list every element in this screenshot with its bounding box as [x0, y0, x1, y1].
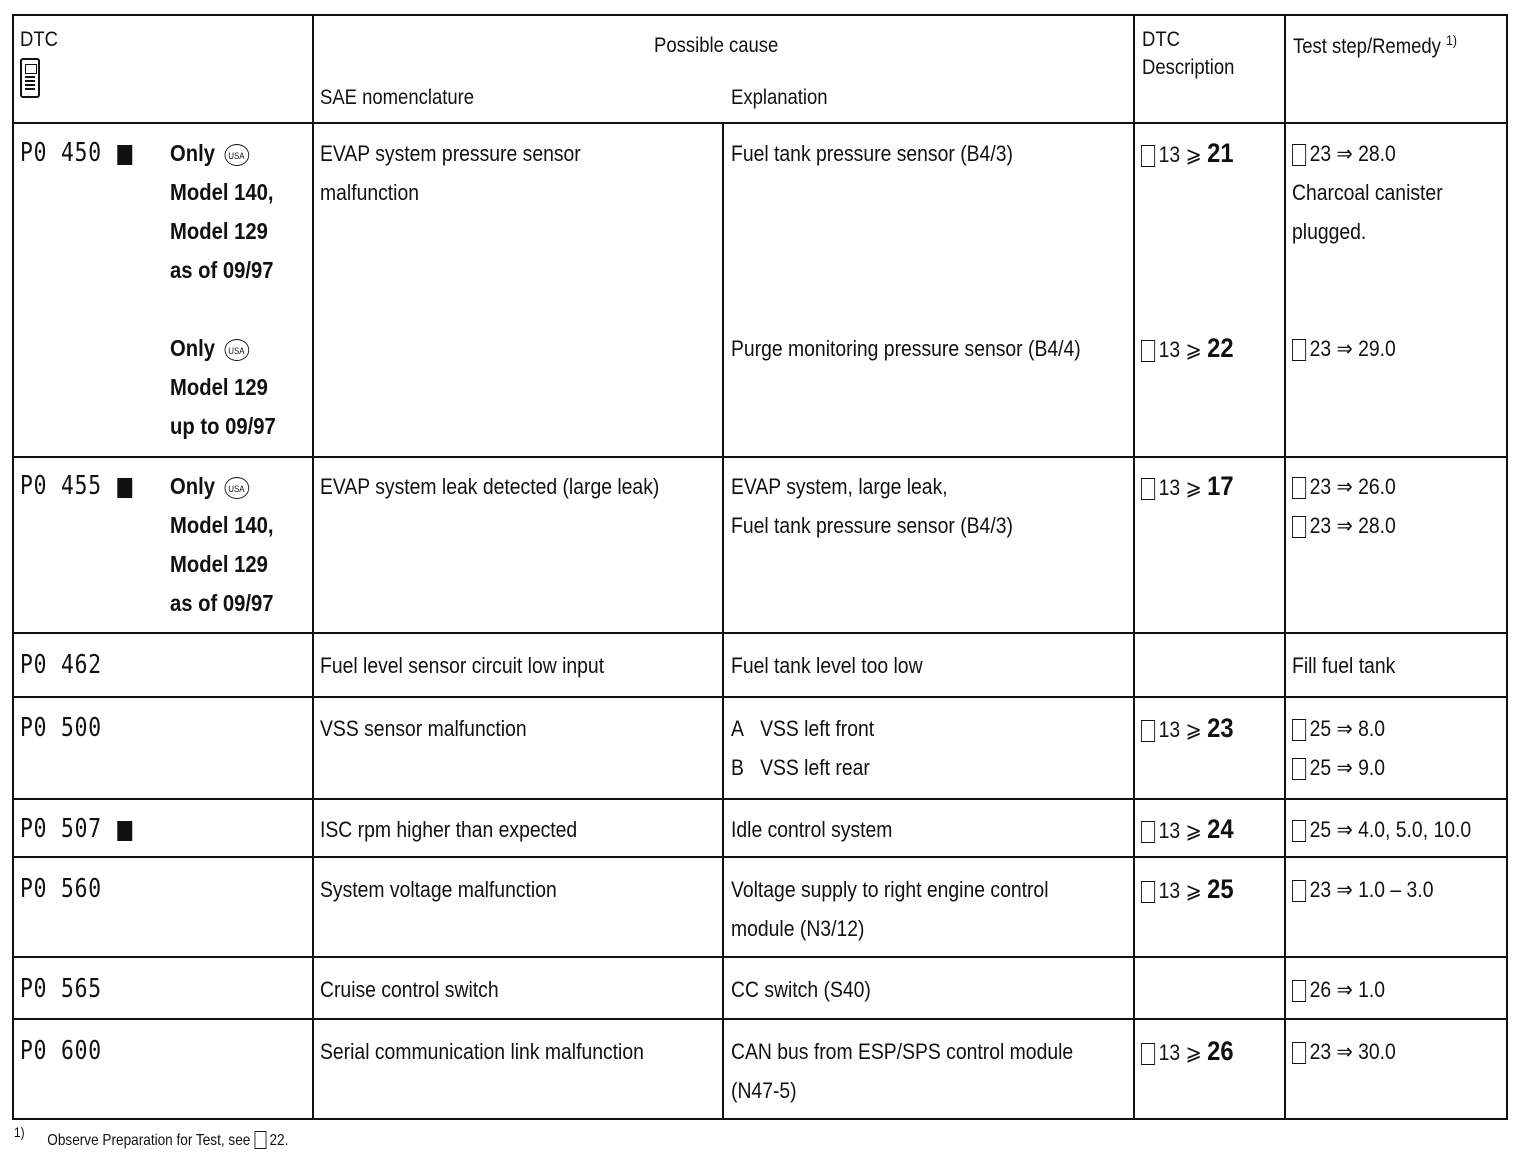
book-ref-icon — [1292, 1042, 1306, 1064]
sae-nomenclature: Cruise control switch — [320, 977, 499, 1002]
dtc-condition: Only USA Model 140, Model 129 as of 09/97 — [170, 140, 274, 283]
book-ref-icon — [1141, 821, 1155, 843]
explanation: Purge monitoring pressure sensor (B4/4) — [731, 336, 1081, 361]
sae-nomenclature: Fuel level sensor circuit low input — [320, 653, 605, 678]
book-ref-icon — [1141, 145, 1155, 167]
test-step: 23 ⇒ 29.0 — [1292, 329, 1396, 368]
row-divider — [14, 798, 1506, 800]
explanation: Fuel tank pressure sensor (B4/3) — [731, 141, 1013, 166]
explanation: EVAP system, large leak, Fuel tank pressure sensor (B4/3) — [731, 474, 1013, 538]
sae-nomenclature: VSS sensor malfunction — [320, 716, 527, 741]
header-possible-cause: Possible cause — [654, 34, 779, 57]
dtc-description: 13 ⩾ 21 — [1141, 134, 1234, 174]
usa-icon: USA — [224, 477, 249, 499]
explanation: A VSS left front B VSS left rear — [731, 716, 875, 780]
book-ref-icon — [1292, 339, 1306, 361]
col-divider — [1284, 16, 1286, 1118]
explanation: Idle control system — [731, 817, 893, 842]
explanation: CC switch (S40) — [731, 977, 871, 1002]
book-ref-icon — [1141, 720, 1155, 742]
dtc-code: P0 500 — [20, 713, 102, 743]
explanation: Voltage supply to right engine control module (N3/12) — [731, 877, 1049, 941]
test-step: 25 ⇒ 4.0, 5.0, 10.0 — [1292, 810, 1471, 849]
col-divider — [722, 122, 724, 1120]
dtc-description: 13 ⩾ 24 — [1141, 810, 1234, 850]
row-divider — [14, 956, 1506, 958]
explanation: Fuel tank level too low — [731, 653, 923, 678]
book-ref-icon — [1141, 1043, 1155, 1065]
test-step: 23 ⇒ 1.0 – 3.0 — [1292, 870, 1433, 909]
header-dtc-desc: DTC Description — [1142, 28, 1235, 79]
book-ref-icon — [1292, 516, 1306, 538]
dtc-description: 13 ⩾ 25 — [1141, 870, 1234, 910]
dtc-code: P0 450 — [20, 138, 102, 168]
dtc-description: 13 ⩾ 22 — [1141, 329, 1234, 369]
warning-block — [112, 469, 132, 508]
test-step: 26 ⇒ 1.0 — [1292, 970, 1385, 1009]
row-divider — [14, 456, 1506, 458]
explanation: CAN bus from ESP/SPS control module (N47-5) — [731, 1039, 1074, 1103]
dtc-description: 13 ⩾ 23 — [1141, 709, 1234, 749]
sae-nomenclature: ISC rpm higher than expected — [320, 817, 578, 842]
usa-icon: USA — [224, 144, 249, 166]
col-divider — [312, 16, 314, 1118]
row-divider — [14, 1018, 1506, 1020]
sae-nomenclature: Serial communication link malfunction — [320, 1039, 644, 1064]
sae-nomenclature: EVAP system pressure sensor malfunction — [320, 141, 581, 205]
dtc-code: P0 507 — [20, 814, 102, 844]
book-ref-icon — [1292, 880, 1306, 902]
book-ref-icon — [1292, 719, 1306, 741]
book-ref-icon — [1141, 478, 1155, 500]
book-ref-icon — [1292, 980, 1306, 1002]
test-step: 25 ⇒ 8.0 25 ⇒ 9.0 — [1292, 709, 1385, 787]
sae-nomenclature: EVAP system leak detected (large leak) — [320, 474, 660, 499]
dtc-code: P0 565 — [20, 974, 102, 1004]
book-ref-icon — [1292, 758, 1306, 780]
row-divider — [14, 856, 1506, 858]
test-step: Fill fuel tank — [1292, 653, 1396, 678]
book-ref-icon — [1292, 477, 1306, 499]
sae-nomenclature: System voltage malfunction — [320, 877, 557, 902]
warning-block — [112, 812, 132, 851]
book-ref-icon — [1141, 881, 1155, 903]
book-ref-icon — [1292, 820, 1306, 842]
header-explanation: Explanation — [731, 86, 828, 109]
header-dtc: DTC — [20, 28, 58, 51]
usa-icon: USA — [224, 339, 249, 361]
dtc-condition: Only USA Model 129 up to 09/97 — [170, 335, 276, 439]
dtc-condition: Only USA Model 140, Model 129 as of 09/97 — [170, 473, 274, 616]
footnote: 1) Observe Preparation for Test, see 22. — [14, 1124, 289, 1149]
dtc-code: P0 455 — [20, 471, 102, 501]
book-ref-icon — [1292, 144, 1306, 166]
col-divider — [1133, 16, 1135, 1118]
dtc-code: P0 600 — [20, 1036, 102, 1066]
book-ref-icon — [254, 1131, 266, 1149]
book-ref-icon — [1141, 340, 1155, 362]
header-test-step: Test step/Remedy $^{1)}$ — [1293, 32, 1458, 58]
warning-block — [112, 136, 132, 175]
test-step: 23 ⇒ 26.0 23 ⇒ 28.0 — [1292, 467, 1396, 545]
tester-icon — [20, 58, 40, 98]
row-divider — [14, 632, 1506, 634]
dtc-code: P0 462 — [20, 650, 102, 680]
row-divider — [14, 122, 1506, 124]
dtc-description: 13 ⩾ 17 — [1141, 467, 1234, 507]
test-step: 23 ⇒ 28.0 Charcoal canister plugged. — [1292, 141, 1443, 244]
header-sae: SAE nomenclature — [320, 86, 475, 109]
row-divider — [14, 696, 1506, 698]
dtc-description: 13 ⩾ 26 — [1141, 1032, 1234, 1072]
test-step: 23 ⇒ 30.0 — [1292, 1032, 1396, 1071]
dtc-code: P0 560 — [20, 874, 102, 904]
